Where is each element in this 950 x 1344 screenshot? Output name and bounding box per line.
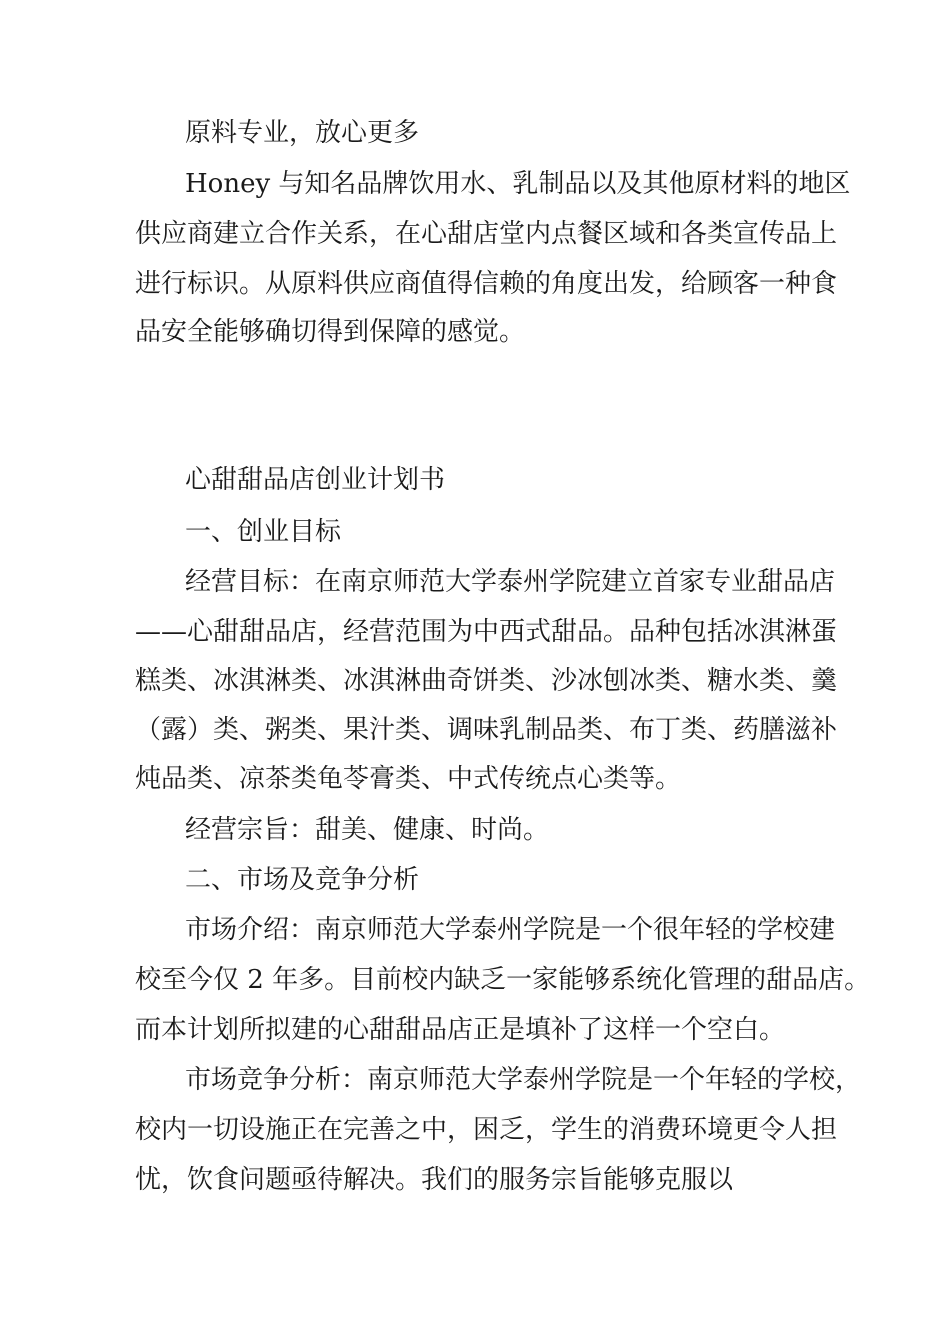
paragraph-line: 炖品类、凉茶类龟苓膏类、中式传统点心类等。 [135, 764, 682, 794]
section-heading-materials: 原料专业，放心更多 [185, 118, 420, 148]
section-heading-market: 二、市场及竞争分析 [185, 865, 420, 895]
paragraph-line: ——心甜甜品店，经营范围为中西式甜品。品种包括冰淇淋蛋 [135, 617, 838, 647]
document-title: 心甜甜品店创业计划书 [185, 465, 446, 495]
purpose-line: 经营宗旨：甜美、健康、时尚。 [185, 815, 550, 845]
paragraph-line: 品安全能够确切得到保障的感觉。 [135, 317, 526, 347]
paragraph-line: 忧，饮食问题亟待解决。我们的服务宗旨能够克服以 [135, 1165, 734, 1195]
paragraph-line: Honey 与知名品牌饮用水、乳制品以及其他原材料的地区 [185, 169, 851, 199]
paragraph-line: 市场介绍：南京师范大学泰州学院是一个很年轻的学校建 [185, 915, 836, 945]
paragraph-line: 校至今仅 2 年多。目前校内缺乏一家能够系统化管理的甜品店。 [135, 965, 871, 995]
section-heading-goals: 一、创业目标 [185, 517, 342, 547]
paragraph-line: 供应商建立合作关系，在心甜店堂内点餐区域和各类宣传品上 [135, 219, 838, 249]
paragraph-line: 进行标识。从原料供应商值得信赖的角度出发，给顾客一种食 [135, 269, 838, 299]
paragraph-line: 经营目标：在南京师范大学泰州学院建立首家专业甜品店 [185, 567, 836, 597]
paragraph-line: 而本计划所拟建的心甜甜品店正是填补了这样一个空白。 [135, 1015, 786, 1045]
paragraph-line: （露）类、粥类、果汁类、调味乳制品类、布丁类、药膳滋补 [135, 715, 838, 745]
paragraph-line: 市场竞争分析：南京师范大学泰州学院是一个年轻的学校， [185, 1065, 862, 1095]
paragraph-line: 糕类、冰淇淋类、冰淇淋曲奇饼类、沙冰刨冰类、糖水类、羹 [135, 666, 838, 696]
paragraph-line: 校内一切设施正在完善之中，困乏，学生的消费环境更令人担 [135, 1115, 838, 1145]
